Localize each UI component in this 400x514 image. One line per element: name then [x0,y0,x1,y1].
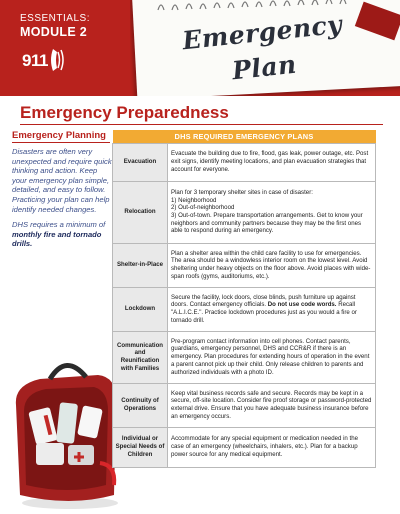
row-category: Relocation [113,181,168,243]
module-label: MODULE 2 [20,25,87,39]
relocation-line: 1) Neighborhood [171,196,217,204]
table-header-row [113,130,376,143]
row-description [168,287,376,331]
relocation-line: Plan for 3 temporary shelter sites in case of disaster: [171,188,313,196]
table-row [113,427,376,467]
first-aid-kit-image [10,345,122,510]
table-row [113,331,376,383]
notepad-handwriting-line2: Plan [230,49,299,86]
emergency-plans-table [112,130,376,468]
table-row [113,143,376,181]
row-description: Keep vital business records safe and secure. Records may be kept in a secure, off-site location. Consider fire proof storage or password-protected external drive. Ensure that you have adequate business insurance before an emergency occurs. [168,383,376,427]
dhs-requirement-text: DHS requires a minimum of [12,220,106,230]
essentials-label: ESSENTIALS: [20,13,90,24]
badge-911 [22,47,62,71]
row-category: Communication and Reunification with Families [113,331,168,383]
row-description: Pre-program contact information into cell phones. Contact parents, guardians, emergency personnel, DHS and CCR&R if there is an emergency. Plan procedures for extending hours of operation in the event a parent cannot pick up their child. Only release children to parents and authorized individuals with a photo ID. [168,331,376,383]
page-title: Emergency Preparedness [20,103,229,122]
row-category: Lockdown [113,287,168,331]
row-category: Evacuation [113,143,168,181]
intro-paragraph: Disasters are often very unexpected and require quick thinking and action. Keep your emergency plan simple, detailed, and easy to follow. Practicing your plan can help identify needed changes. [12,147,112,214]
row-category: Continuity of Operations [113,383,168,427]
section-heading-rule [12,142,110,143]
relocation-line: 2) Out-of-neighborhood [171,204,235,212]
row-description: Plan a shelter area within the child care facility to use for emergencies. The area should be a windowless interior room on the lowest level. Avoid sheltering under heavy objects on the floor above. Avoid places with wide-span roofs (gyms, auditoriums, etc.). [168,243,376,287]
section-heading: Emergency Planning [12,130,106,141]
table-header: DHS REQUIRED EMERGENCY PLANS [113,130,376,143]
row-description: Accommodate for any special equipment or medication needed in the case of an emergency (wheelchairs, inhalers, etc.). Plan for a backup power source for any medical equipment. [168,427,376,467]
table-row [113,383,376,427]
badge-911-number: 911 [22,51,48,70]
lockdown-warning: Do not use code words. [267,301,337,309]
telephone-handset-icon [49,47,65,73]
table-row [113,287,376,331]
row-category: Shelter-in-Place [113,243,168,287]
lockdown-text-cont: Recall "A.L.I.C.E.". Practice lockdown procedures just as you would a fire or tornado drill. [171,301,357,324]
title-divider [20,124,383,125]
module-label-panel [0,0,130,96]
table-row [113,181,376,243]
row-category: Individual or Special Needs of Children [113,427,168,467]
header-banner [0,0,400,96]
dhs-requirement-emphasis: monthly fire and tornado drills. [12,229,102,249]
dhs-requirement-paragraph [12,220,112,249]
lockdown-text: Secure the facility, lock doors, close blinds, push furniture up against doors. Contact emergency officials. [171,293,356,309]
notepad-handwriting-line1: Emergency [180,9,344,56]
intro-column [12,130,112,249]
row-description [168,181,376,243]
row-description: Evacuate the building due to fire, flood, gas leak, power outage, etc. Post exit signs, identify meeting locations, and plan evacuation strategies that account for everyone. [168,143,376,181]
table-row [113,243,376,287]
relocation-line: 3) Out-of-town. Prepare transportation arrangements. Get to know your neighbors and community partners because they may be the first ones able to respond during an emergency. [171,212,363,235]
